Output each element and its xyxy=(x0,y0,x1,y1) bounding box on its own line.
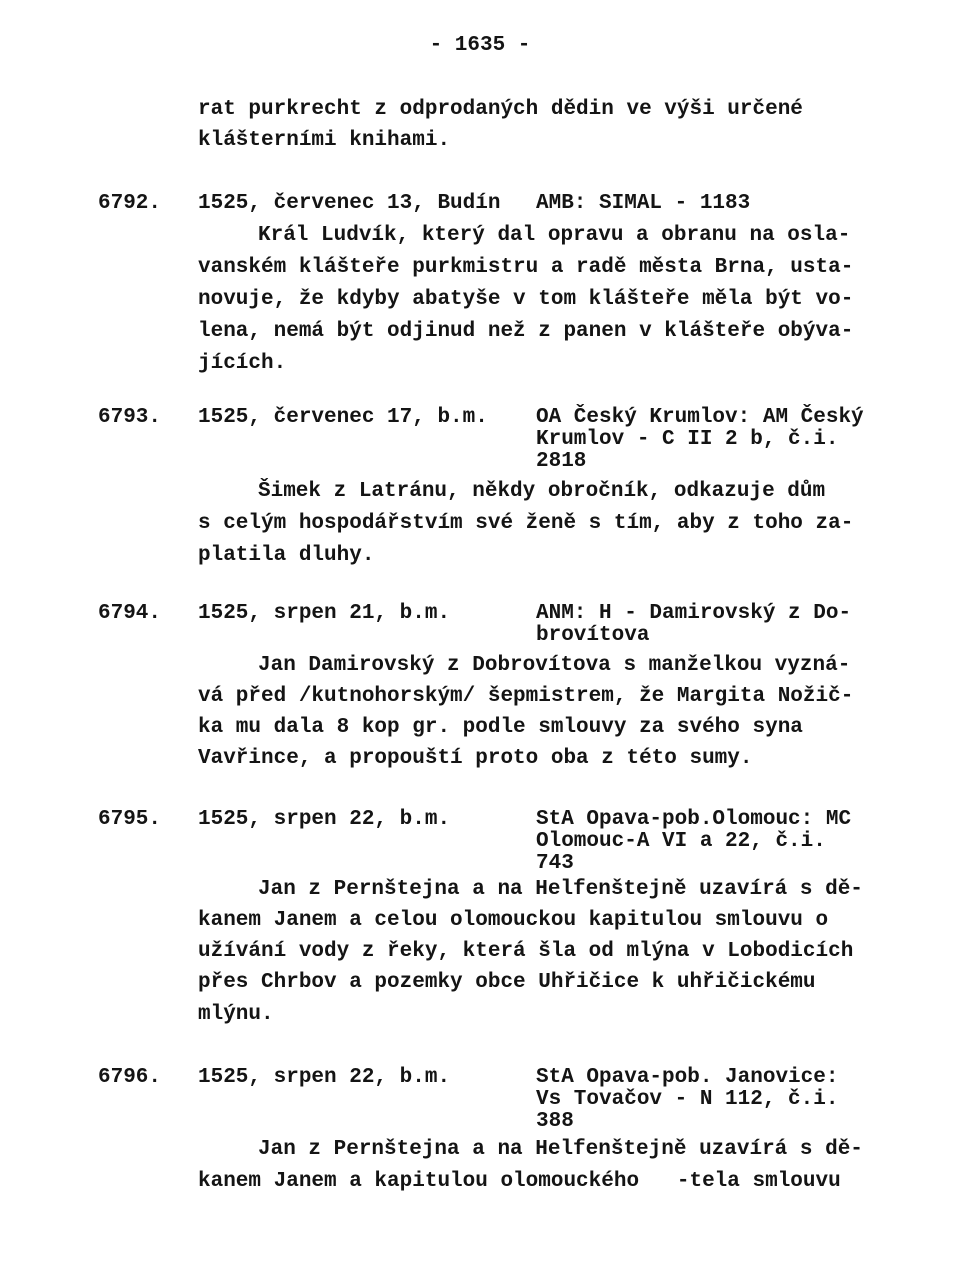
entry-text-line: ka mu dala 8 kop gr. podle smlouvy za svého syna xyxy=(198,716,803,739)
page-number: - 1635 - xyxy=(429,34,531,57)
entry-source: 2818 xyxy=(536,450,587,473)
entry-text-line: platila dluhy. xyxy=(198,544,375,567)
entry-date: 1525, srpen 22, b.m. xyxy=(198,808,451,831)
entry-text-line: novuje, že kdyby abatyše v tom klášteře měla být vo- xyxy=(198,288,854,311)
entry-number: 6793. xyxy=(98,406,162,429)
entry-text-line: s celým hospodářstvím své ženě s tím, aby z toho za- xyxy=(198,512,854,535)
entry-date: 1525, červenec 13, Budín xyxy=(198,192,501,215)
entry-number: 6796. xyxy=(98,1066,162,1089)
entry-source: OA Český Krumlov: AM Český xyxy=(536,406,864,429)
entry-text-line: Jan Damirovský z Dobrovítova s manželkou vyzná- xyxy=(258,654,851,677)
entry-text-line: kanem Janem a celou olomouckou kapitulou smlouvu o xyxy=(198,909,829,932)
entry-source: StA Opava-pob.Olomouc: MC xyxy=(536,808,852,831)
entry-source: AMB: SIMAL - 1183 xyxy=(536,192,751,215)
entry-text-line: jících. xyxy=(198,352,287,375)
entry-date: 1525, červenec 17, b.m. xyxy=(198,406,488,429)
entry-date: 1525, srpen 21, b.m. xyxy=(198,602,451,625)
intro-line: rat purkrecht z odprodaných dědin ve výši určené xyxy=(198,98,803,121)
entry-source: 388 xyxy=(536,1110,574,1133)
entry-source: 743 xyxy=(536,852,574,875)
entry-text-line: užívání vody z řeky, která šla od mlýna v Lobodicích xyxy=(198,940,854,963)
entry-text-line: Král Ludvík, který dal opravu a obranu na osla- xyxy=(258,224,851,247)
entry-number: 6794. xyxy=(98,602,162,625)
entry-text-line: Jan z Pernštejna a na Helfenštejně uzavírá s dě- xyxy=(258,878,863,901)
entry-source: ANM: H - Damirovský z Do- xyxy=(536,602,852,625)
entry-number: 6795. xyxy=(98,808,162,831)
entry-text-line: kanem Janem a kapitulou olomouckého -tela smlouvu xyxy=(198,1170,841,1193)
entry-date: 1525, srpen 22, b.m. xyxy=(198,1066,451,1089)
entry-text-line: lena, nemá být odjinud než z panen v klášteře obýva- xyxy=(198,320,854,343)
entry-text-line: mlýnu. xyxy=(198,1003,274,1026)
entry-text-line: vá před /kutnohorským/ šepmistrem, že Margita Nožič- xyxy=(198,685,854,708)
entry-number: 6792. xyxy=(98,192,162,215)
entry-source: brovítova xyxy=(536,624,650,647)
entry-text-line: Jan z Pernštejna a na Helfenštejně uzavírá s dě- xyxy=(258,1138,863,1161)
entry-source: Krumlov - C II 2 b, č.i. xyxy=(536,428,839,451)
entry-source: StA Opava-pob. Janovice: xyxy=(536,1066,839,1089)
entry-source: Vs Tovačov - N 112, č.i. xyxy=(536,1088,839,1111)
entry-text-line: Šimek z Latránu, někdy obročník, odkazuje dům xyxy=(258,480,826,503)
entry-text-line: vanském klášteře purkmistru a radě města Brna, usta- xyxy=(198,256,854,279)
entry-text-line: přes Chrbov a pozemky obce Uhřičice k uhřičickému xyxy=(198,971,816,994)
entry-source: Olomouc-A VI a 22, č.i. xyxy=(536,830,826,853)
entry-text-line: Vavřince, a propouští proto oba z této sumy. xyxy=(198,747,753,770)
intro-line: klášterními knihami. xyxy=(198,129,451,152)
